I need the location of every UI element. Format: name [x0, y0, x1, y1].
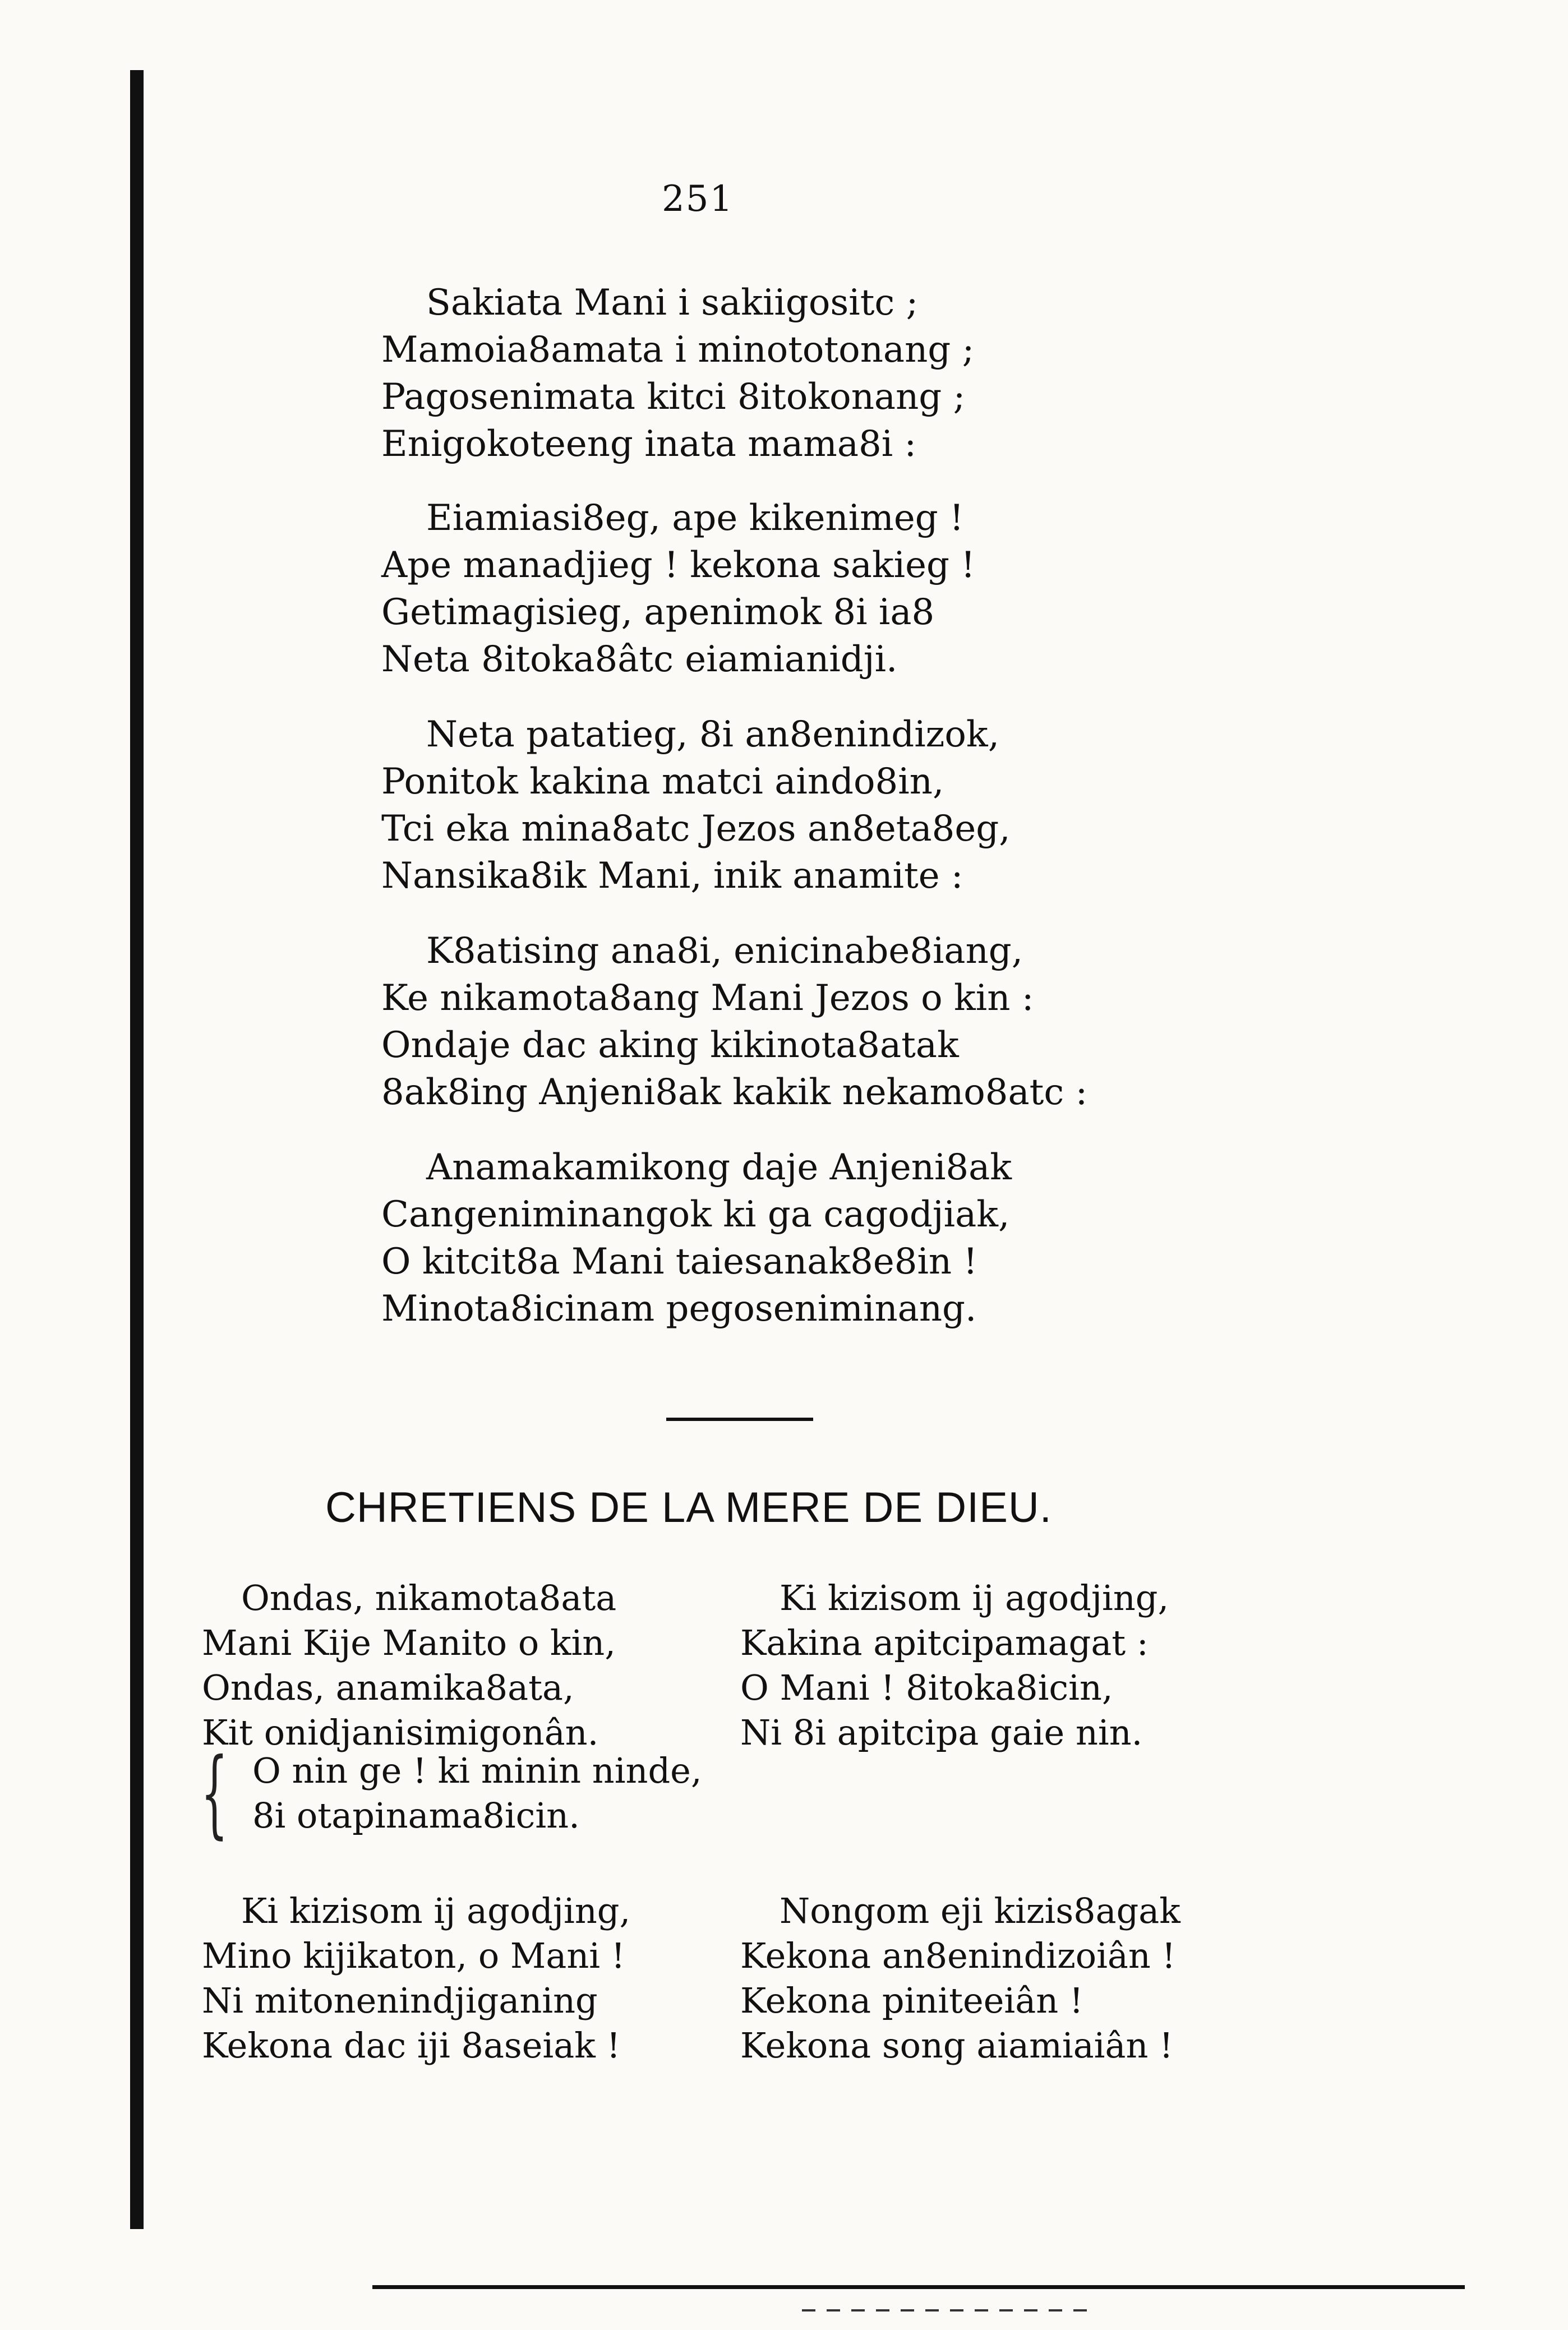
stanza-1	[381, 279, 974, 468]
verse-line: Ki kizisom ij agodjing,	[241, 1890, 631, 1931]
stanza-line: 8ak8ing Anjeni8ak kakik nekamo8atc :	[381, 1072, 1088, 1113]
stanza-line: Eiamiasi8eg, ape kikenimeg !	[426, 497, 964, 539]
verse-line: Ki kizisom ij agodjing,	[780, 1577, 1169, 1618]
bottom-dashed-rule	[802, 2309, 1094, 2311]
hymn-title: CHRETIENS DE LA MERE DE DIEU.	[325, 1484, 1052, 1531]
stanza-line: Minota8icinam pegoseniminang.	[381, 1288, 977, 1330]
verse-line: Ondas, nikamota8ata	[241, 1577, 617, 1618]
verse-line: Kakina apitcipamagat :	[740, 1622, 1149, 1663]
stanza-line: Anamakamikong daje Anjeni8ak	[426, 1147, 1012, 1188]
verse-line: Ni mitonenindjiganing	[202, 1980, 598, 2021]
stanza-2	[381, 495, 975, 683]
verse-line: Kekona an8enindizoiân !	[740, 1935, 1176, 1976]
verse-line: O Mani ! 8itoka8icin,	[740, 1667, 1113, 1708]
stanza-line: Ondaje dac aking kikinota8atak	[381, 1025, 959, 1066]
stanza-line: Ponitok kakina matci aindo8in,	[381, 761, 944, 802]
verse-line: Nongom eji kizis8agak	[780, 1890, 1180, 1931]
verse-2-left	[202, 1889, 630, 2068]
stanza-5	[381, 1144, 1012, 1332]
refrain-line: O nin ge ! ki minin ninde,	[252, 1750, 702, 1791]
stanza-line: Enigokoteeng inata mama8i :	[381, 423, 917, 465]
verse-1-right	[740, 1576, 1169, 1755]
binding-edge-bar	[130, 70, 144, 2229]
verse-1-left	[202, 1576, 616, 1755]
verse-line: Kit onidjanisimigonân.	[202, 1712, 599, 1753]
verse-line: Kekona piniteeiân !	[740, 1980, 1083, 2021]
stanza-line: Tci eka mina8atc Jezos an8eta8eg,	[381, 808, 1011, 850]
stanza-line: Neta 8itoka8âtc eiamianidji.	[381, 639, 898, 680]
verse-2-right	[740, 1889, 1180, 2068]
verse-line: Kekona dac iji 8aseiak !	[202, 2025, 621, 2066]
verse-line: Mino kijikaton, o Mani !	[202, 1935, 625, 1976]
stanza-line: Getimagisieg, apenimok 8i ia8	[381, 592, 935, 633]
stanza-line: O kitcit8a Mani taiesanak8e8in !	[381, 1241, 978, 1282]
stanza-line: Ape manadjieg ! kekona sakieg !	[381, 545, 975, 586]
stanza-line: Cangeniminangok ki ga cagodjiak,	[381, 1194, 1010, 1235]
verse-line: Ni 8i apitcipa gaie nin.	[740, 1712, 1143, 1753]
stanza-line: Ke nikamota8ang Mani Jezos o kin :	[381, 977, 1034, 1019]
verse-line: Mani Kije Manito o kin,	[202, 1622, 616, 1663]
section-divider	[666, 1418, 813, 1421]
bottom-rule	[372, 2285, 1465, 2289]
refrain	[201, 1738, 702, 1849]
stanza-line: Sakiata Mani i sakiigositc ;	[426, 282, 919, 324]
page-number: 251	[662, 178, 734, 220]
verse-line: Ondas, anamika8ata,	[202, 1667, 574, 1708]
stanza-line: Neta patatieg, 8i an8enindizok,	[426, 714, 1000, 755]
verse-line: Kekona song aiamiaiân !	[740, 2025, 1174, 2066]
curly-brace-icon: {	[201, 1738, 228, 1849]
refrain-line: 8i otapinama8icin.	[252, 1795, 580, 1836]
stanza-line: Mamoia8amata i minototonang ;	[381, 329, 975, 371]
stanza-line: K8atising ana8i, enicinabe8iang,	[426, 930, 1023, 972]
stanza-3	[381, 711, 1011, 899]
stanza-line: Pagosenimata kitci 8itokonang ;	[381, 376, 966, 418]
stanza-4	[381, 928, 1087, 1116]
stanza-line: Nansika8ik Mani, inik anamite :	[381, 855, 963, 897]
